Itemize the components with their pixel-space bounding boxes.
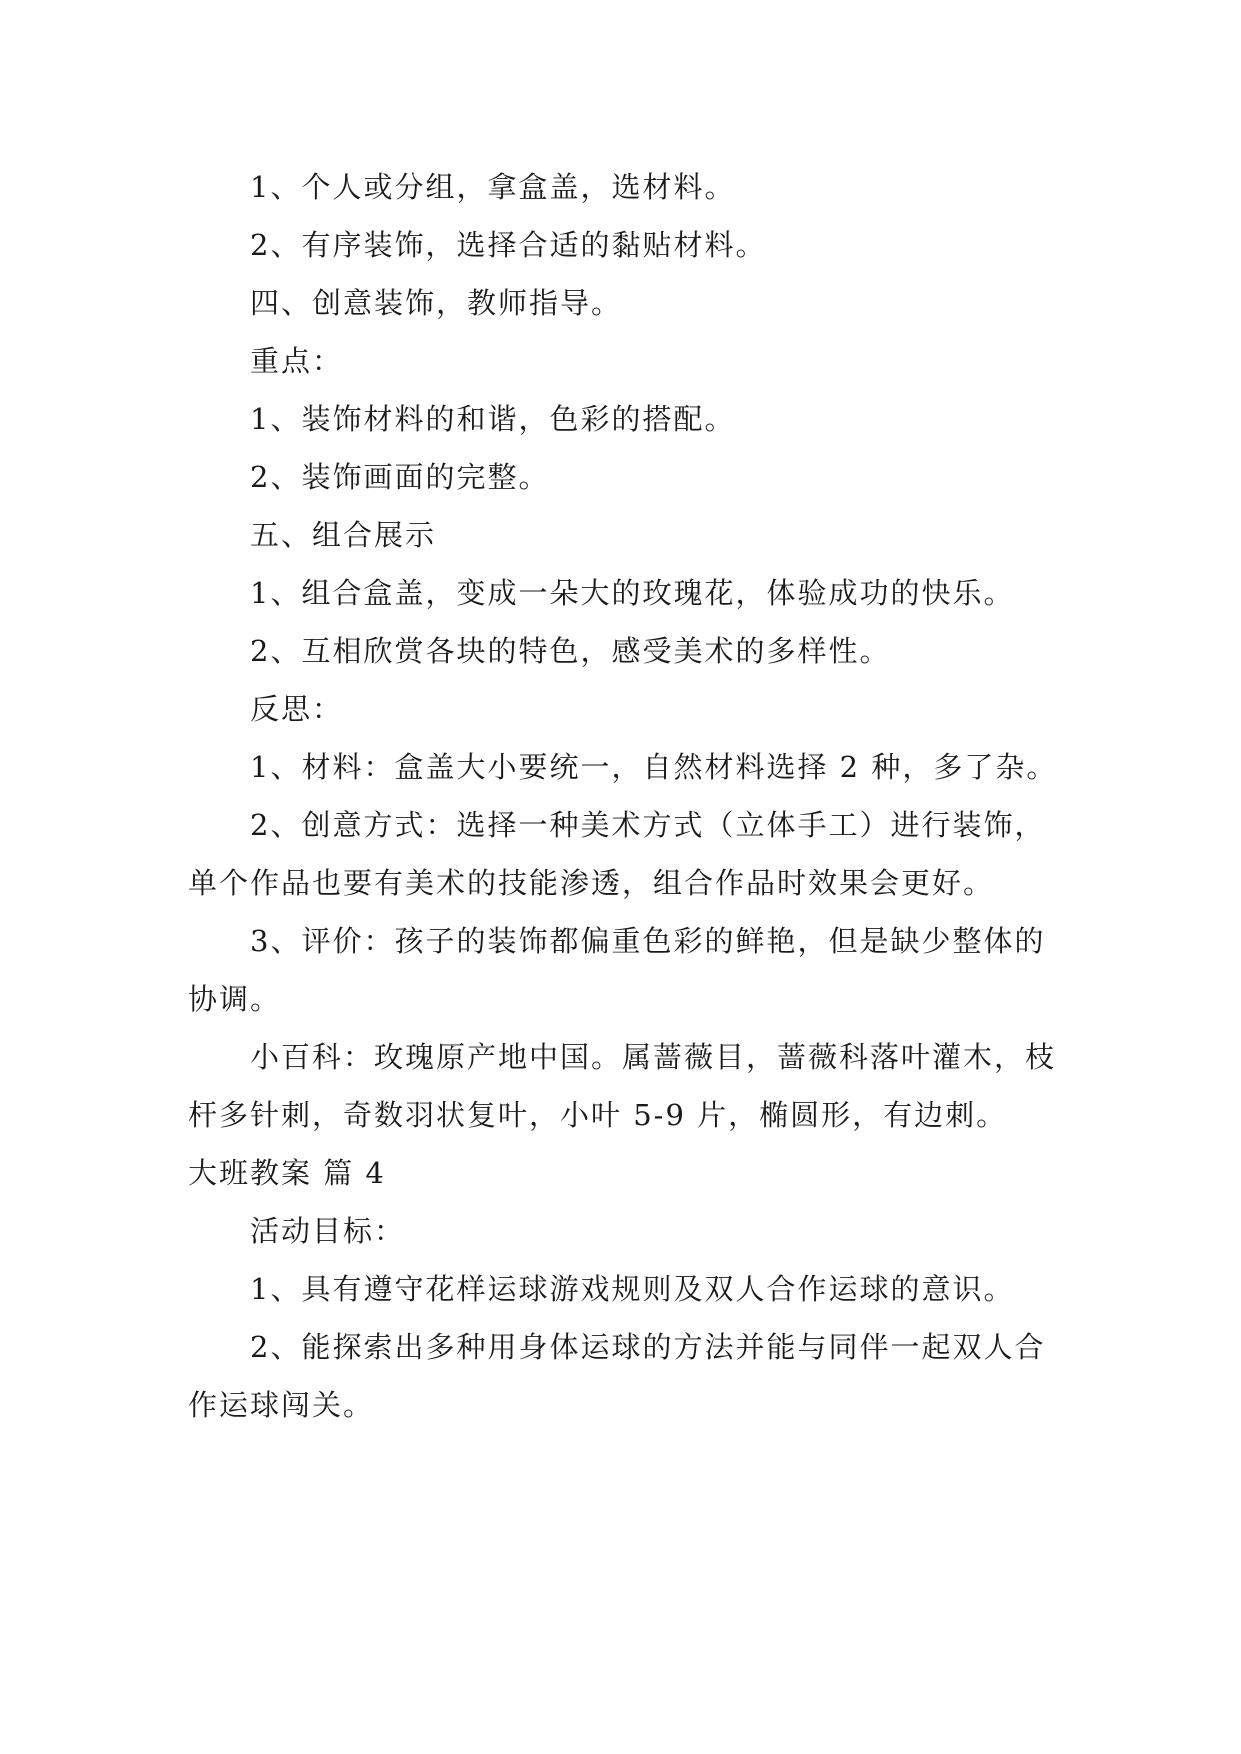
list-item: 2、创意方式：选择一种美术方式（立体手工）进行装饰，单个作品也要有美术的技能渗透，组合作品时效果会更好。 xyxy=(188,808,1046,900)
section-heading: 五、组合展示 xyxy=(250,518,437,552)
list-item: 1、装饰材料的和谐，色彩的搭配。 xyxy=(250,402,736,436)
subheading-key-points: 重点： xyxy=(250,344,344,378)
list-item: 2、互相欣赏各块的特色，感受美术的多样性。 xyxy=(250,634,891,668)
list-item: 1、个人或分组，拿盒盖，选材料。 xyxy=(250,170,736,204)
list-item: 1、组合盒盖，变成一朵大的玫瑰花，体验成功的快乐。 xyxy=(250,576,1015,610)
document-body xyxy=(188,158,1068,1434)
section-heading: 四、创意装饰，教师指导。 xyxy=(250,286,623,320)
list-item: 1、材料：盒盖大小要统一，自然材料选择 2 种，多了杂。 xyxy=(250,750,1058,784)
list-item: 2、装饰画面的完整。 xyxy=(250,460,550,494)
subheading-reflection: 反思： xyxy=(250,692,344,726)
list-item: 3、评价：孩子的装饰都偏重色彩的鲜艳，但是缺少整体的协调。 xyxy=(188,924,1046,1016)
subheading-objectives: 活动目标： xyxy=(250,1214,406,1248)
list-item: 2、有序装饰，选择合适的黏贴材料。 xyxy=(250,228,767,262)
encyclopedia-note: 小百科：玫瑰原产地中国。属蔷薇目，蔷薇科落叶灌木，枝杆多针刺，奇数羽状复叶，小叶 5-9 片，椭圆形，有边刺。 xyxy=(188,1040,1057,1132)
list-item: 1、具有遵守花样运球游戏规则及双人合作运球的意识。 xyxy=(250,1272,1015,1306)
lesson-title: 大班教案 篇 4 xyxy=(188,1156,386,1190)
list-item: 2、能探索出多种用身体运球的方法并能与同伴一起双人合作运球闯关。 xyxy=(188,1330,1046,1422)
